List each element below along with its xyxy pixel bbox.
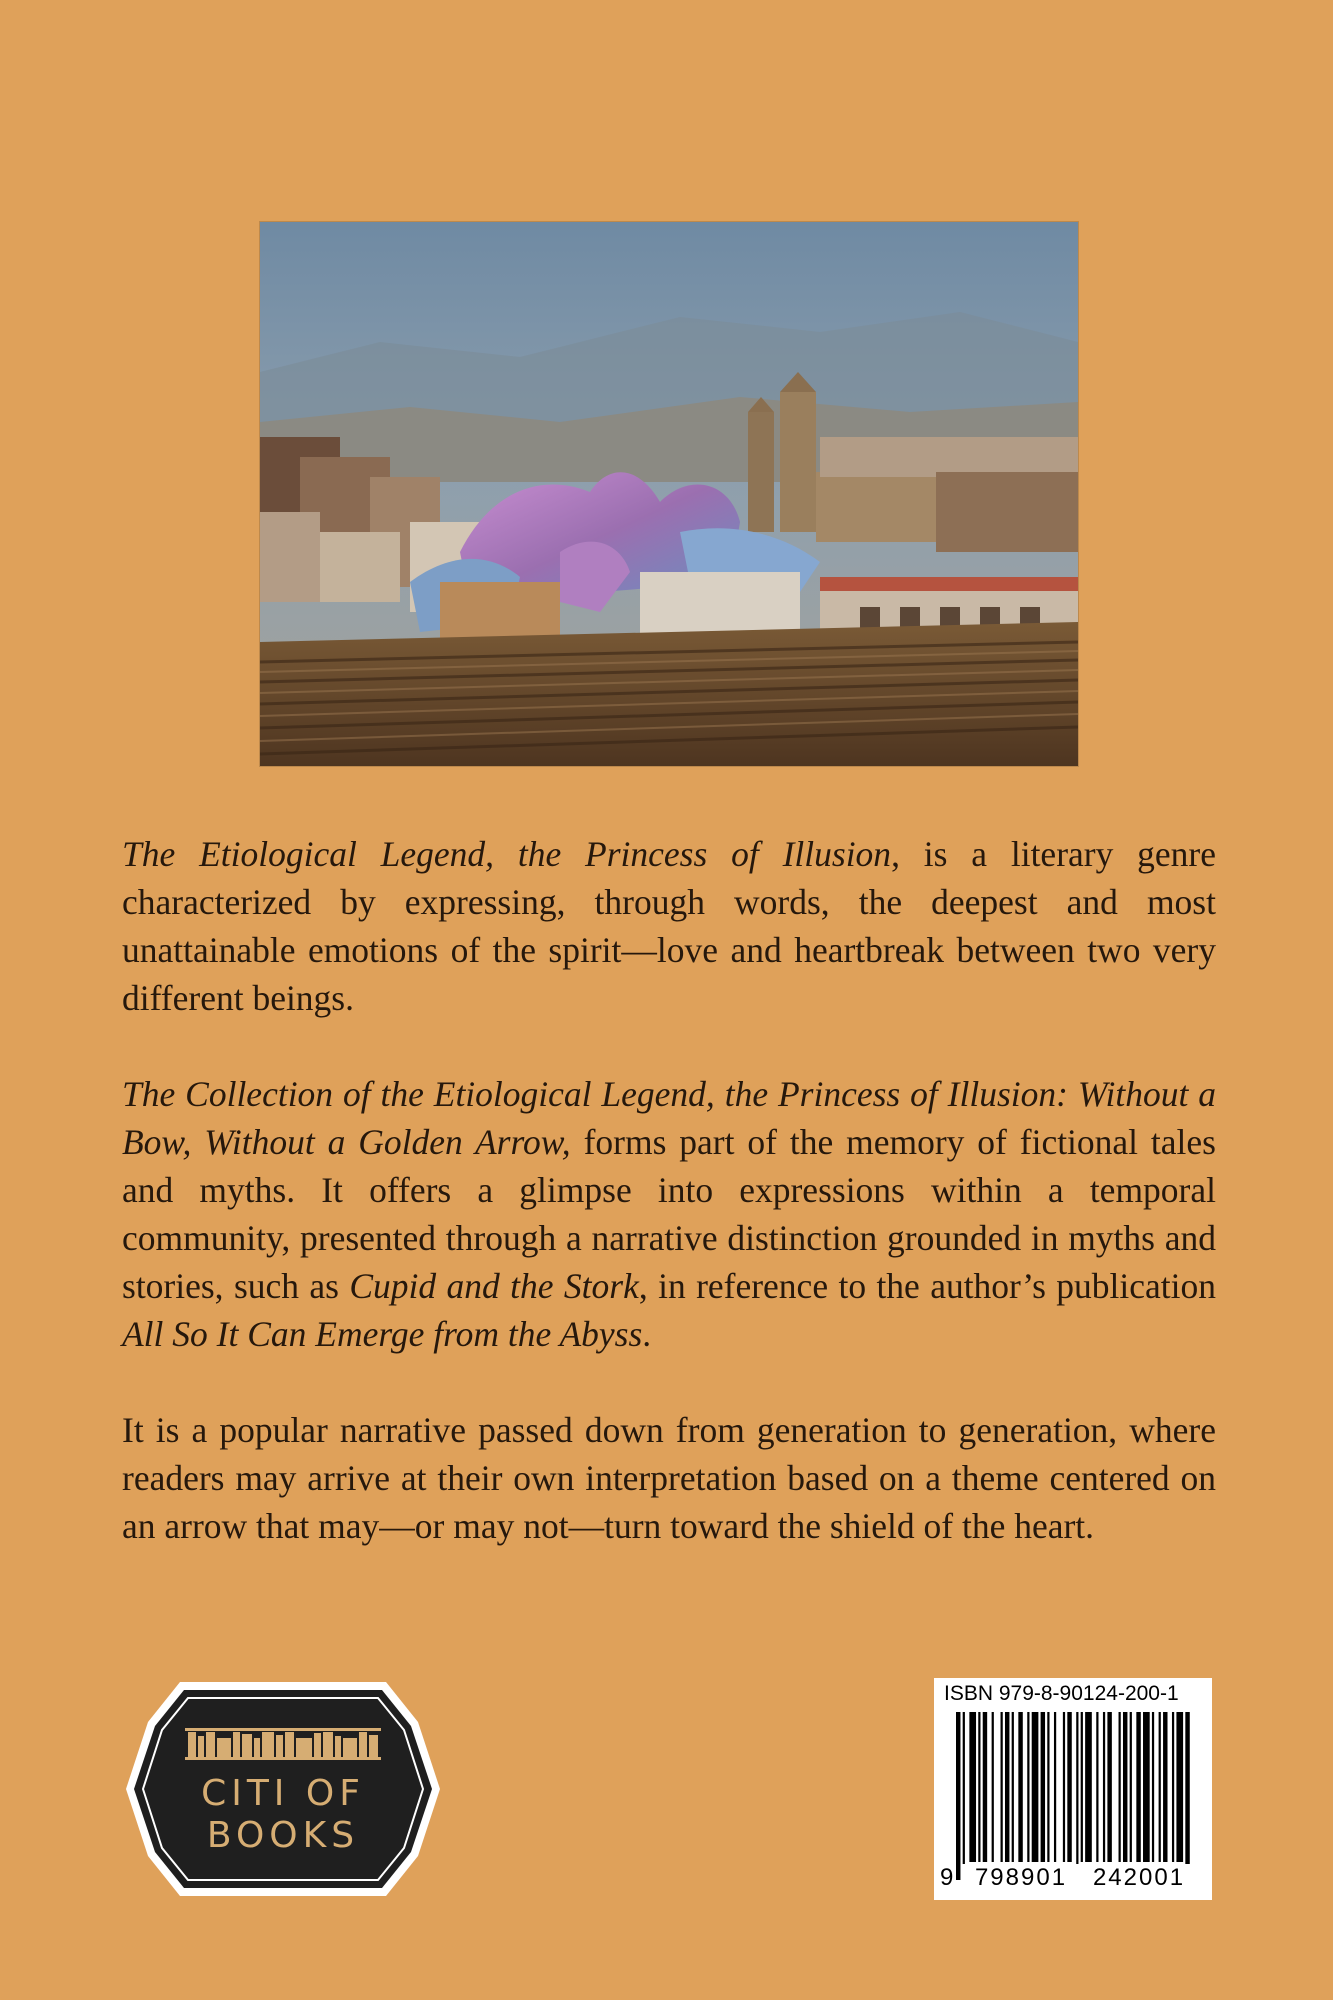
isbn-label: ISBN 979-8-90124-200-1 <box>944 1682 1179 1705</box>
blurb-paragraph-2: The Collection of the Etiological Legend, the Princess of Illusion: Without a Bow, Without a Golden Arrow, forms part of the memory of fictional tales and myths. It offers a glimpse into expressions within a temporal community, presented through a narrative distinction grounded in myths and stories, such as Cupid and the Stork, in reference to the author’s publication All So It Can Emerge from the Abyss. <box>122 1074 1216 1354</box>
barcode-lead-digit: 9 <box>940 1864 954 1891</box>
barcode-bar <box>1076 1712 1078 1880</box>
barcode-bar <box>1005 1712 1009 1862</box>
isbn-barcode <box>934 1678 1212 1900</box>
barcode-bar <box>1130 1712 1132 1862</box>
barcode-bar <box>1119 1712 1121 1862</box>
barcode-icon <box>956 1712 1192 1880</box>
barcode-bar <box>1063 1712 1065 1862</box>
barcode-bar <box>1032 1712 1039 1862</box>
barcode-digit-group-1: 798901 <box>962 1864 1080 1892</box>
barcode-bar <box>1172 1712 1174 1862</box>
barcode-bar <box>1159 1712 1161 1862</box>
barcode-bar <box>978 1712 980 1862</box>
barcode-digits <box>940 1864 1206 1892</box>
barcode-bar <box>1081 1712 1083 1862</box>
landscape-photo-icon <box>260 222 1078 766</box>
barcode-bar <box>1143 1712 1150 1862</box>
barcode-bar <box>992 1712 994 1862</box>
barcode-bar <box>1001 1712 1003 1862</box>
collection-title-reference: The Collection of the Etiological Legend, the Princess of Illusion: Without a Bow, Without a Golden Arrow, <box>122 1074 1216 1162</box>
barcode-bar <box>1096 1712 1098 1862</box>
barcode-bar <box>1107 1712 1111 1862</box>
barcode-bar <box>1163 1712 1167 1862</box>
cover-photo <box>260 222 1078 766</box>
blurb-paragraph-1: The Etiological Legend, the Princess of Illusion, is a literary genre characterized by expressing, through words, the deepest and most unattainable emotions of the spirit—love and heartbreak between two very different beings. <box>122 834 1217 1018</box>
barcode-bar <box>983 1712 987 1862</box>
barcode-bar <box>1185 1712 1189 1880</box>
blurb-paragraph-3: It is a popular narrative passed down from generation to generation, where readers may arrive at their own interpretation based on a theme centered on an arrow that may—or may not—turn toward the shield of the heart. <box>122 1410 1216 1546</box>
barcode-bar <box>1176 1712 1183 1862</box>
barcode-bar <box>1067 1712 1071 1862</box>
barcode-digit-group-2: 242001 <box>1080 1864 1198 1892</box>
barcode-bar <box>1047 1712 1049 1862</box>
barcode-bar <box>1136 1712 1140 1862</box>
barcode-bar <box>1018 1712 1022 1862</box>
barcode-bars <box>956 1712 1192 1880</box>
publisher-name-line2: BOOKS <box>206 1815 360 1856</box>
back-cover-blurb <box>122 830 1216 1598</box>
barcode-bar <box>1054 1712 1056 1862</box>
barcode-bar <box>969 1712 976 1862</box>
myth-reference: Cupid and the Stork <box>349 1266 639 1306</box>
barcode-bar <box>956 1712 960 1880</box>
publication-reference: All So It Can Emerge from the Abyss <box>122 1314 643 1354</box>
book-title-reference: The Etiological Legend, the Princess of Illusion <box>122 834 892 874</box>
barcode-bar <box>1123 1712 1127 1862</box>
barcode-bar <box>1027 1712 1029 1862</box>
publisher-logo <box>122 1678 444 1900</box>
barcode-bar <box>1103 1712 1105 1862</box>
publisher-name-line1: CITI OF <box>201 1773 365 1814</box>
barcode-bar <box>963 1712 965 1880</box>
barcode-bar <box>1041 1712 1045 1862</box>
barcode-bar <box>1085 1712 1092 1862</box>
barcode-bar <box>1012 1712 1014 1862</box>
barcode-bar <box>1152 1712 1154 1862</box>
